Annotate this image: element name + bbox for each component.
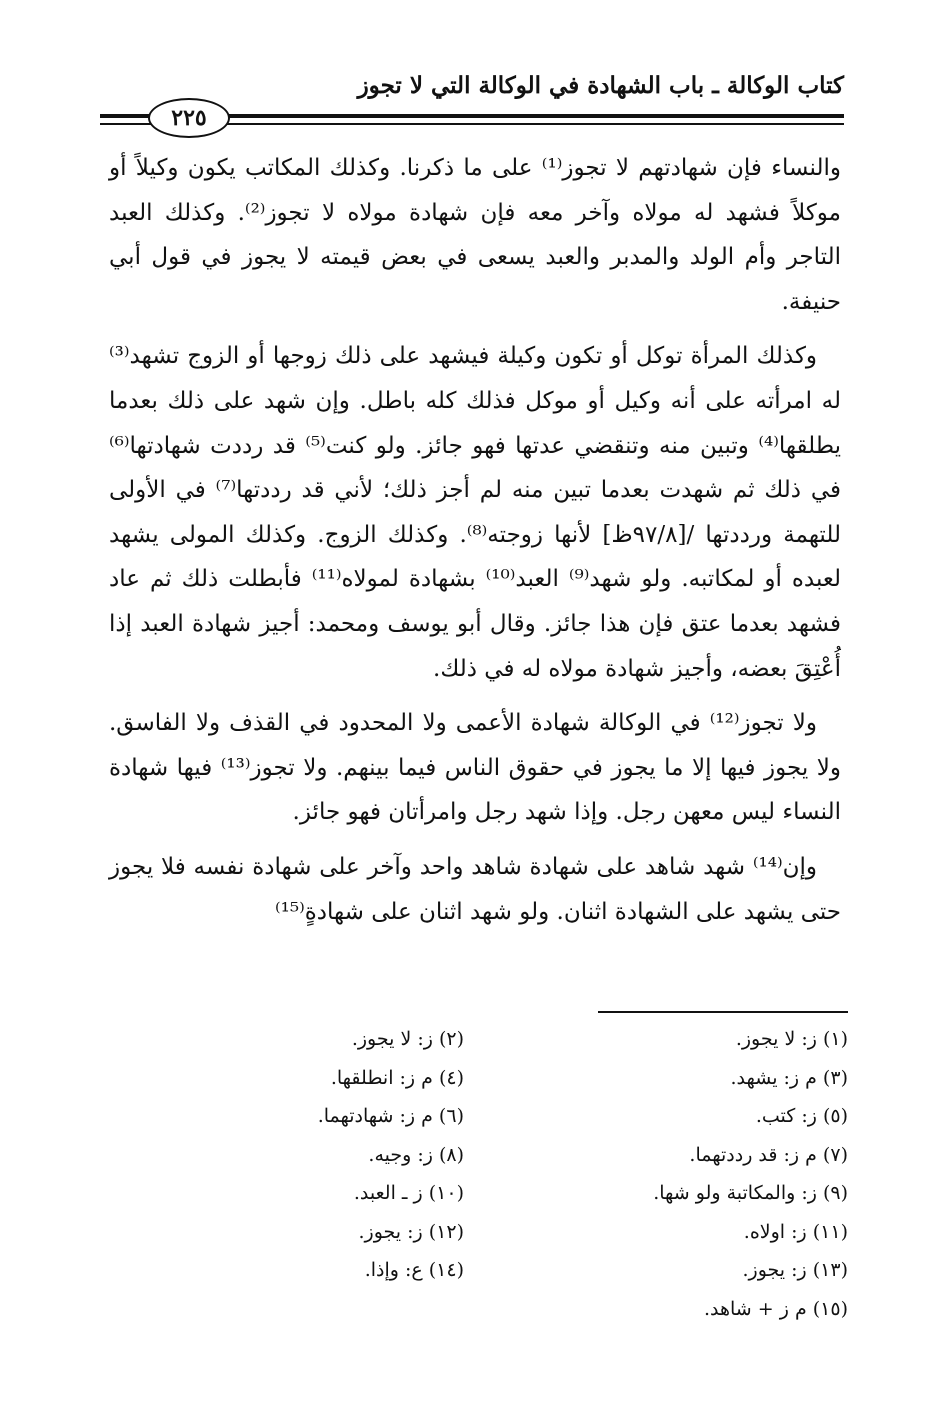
- footnote: (١٥) م ز + شاهد.: [703, 1297, 848, 1320]
- footnote: (١١) ز: اولاه.: [743, 1220, 848, 1243]
- page-number-oval: ٢٢٥: [148, 98, 230, 138]
- paragraph: والنساء فإن شهادتهم لا تجوز⁽¹⁾ على ما ذكرنا. وكذلك المكاتب يكون وكيلاً أو موكلاً فشهد له مولاه وآخر معه فإن شهادة مولاه لا تجوز⁽²⁾. وكذلك العبد التاجر وأم الولد والمدبر والعبد يسعى في بعض قيمته لا يجوز في قول أبي حنيفة.: [109, 155, 841, 315]
- paragraph: ولا تجوز⁽¹²⁾ في الوكالة شهادة الأعمى ولا المحدود في القذف ولا الفاسق. ولا يجوز فيها إلا ما يجوز في حقوق الناس فيما بينهم. ولا تجوز⁽¹³⁾ فيها شهادة النساء ليس معهن رجل. وإذا شهد رجل وامرأتان فهو جائز.: [109, 710, 842, 826]
- footnote: (٩) ز: والمكاتبة ولو شها.: [653, 1182, 848, 1204]
- footnotes-right-column: [448, 1020, 848, 1328]
- footnotes-left-column: [164, 1020, 464, 1290]
- footnote: (١٤) ع: وإذا.: [364, 1259, 464, 1281]
- footnote: (١٣) ز: يجوز.: [742, 1259, 848, 1281]
- footnote: (٧) م ز: قد رددتهما.: [689, 1143, 848, 1166]
- footnote: (١) ز: لا يجوز.: [735, 1028, 848, 1050]
- footnote: (٣) م ز: يشهد.: [730, 1066, 848, 1089]
- footnote: (١٠) ز ـ العبد.: [353, 1182, 464, 1204]
- chapter-title: كتاب الوكالة ـ باب الشهادة في الوكالة التي لا تجوز: [357, 72, 844, 99]
- footnote: (٨) ز: وجيه.: [368, 1143, 464, 1166]
- footnote: (٤) م ز: انطلقها.: [330, 1066, 464, 1089]
- footnote: (١٢) ز: يجوز.: [358, 1220, 464, 1243]
- main-text: [109, 146, 841, 944]
- footnote: (٢) ز: لا يجوز.: [351, 1028, 464, 1050]
- footnote: (٦) م ز: شهادتهما.: [317, 1105, 464, 1127]
- footnote-separator: [598, 1011, 848, 1013]
- paragraph: وكذلك المرأة توكل أو تكون وكيلة فيشهد على ذلك زوجها أو الزوج تشهد⁽³⁾ له امرأته على أنه وكيل أو موكل فذلك كله باطل. وإن شهد على ذلك بعدما يطلقها⁽⁴⁾ وتبين منه وتنقضي عدتها فهو جائز. ولو كنت⁽⁵⁾ قد رددت شهادتها⁽⁶⁾ في ذلك ثم شهدت بعدما تبين منه لم أجز ذلك؛ لأني قد رددتها⁽⁷⁾ في الأولى للتهمة ورددتها /[٩٧/٨ظ] لأنها زوجته⁽⁸⁾. وكذلك الزوج. وكذلك المولى يشهد لعبده أو لمكاتبه. ولو شهد⁽⁹⁾ العبد⁽¹⁰⁾ بشهادة لمولاه⁽¹¹⁾ فأبطلت ذلك ثم عاد فشهد بعدما عتق فإن هذا جائز. وقال أبو يوسف ومحمد: أجيز شهادة العبد إذا أُعْتِقَ بعضه، وأجيز شهادة مولاه له في ذلك.: [109, 343, 842, 682]
- footnote: (٥) ز: كتب.: [755, 1105, 848, 1127]
- paragraph: وإن⁽¹⁴⁾ شهد شاهد على شهادة شاهد واحد وآخر على شهادة نفسه فلا يجوز حتى يشهد على الشهادة اثنان. ولو شهد اثنان على شهادةٍ⁽¹⁵⁾: [109, 853, 841, 925]
